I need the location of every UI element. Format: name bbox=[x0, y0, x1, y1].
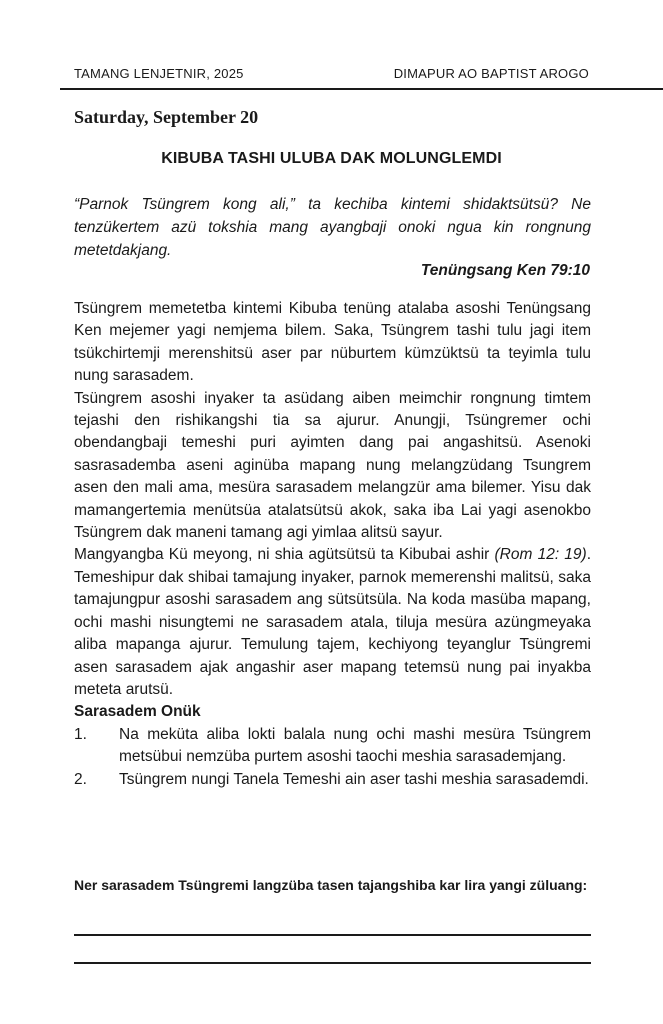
reflection-prompt: Ner sarasadem Tsüngremi langzüba tasen tajangshiba kar lira yangi züluang: bbox=[74, 877, 588, 893]
paragraph-text: . Temeshipur dak shibai tamajung inyaker, parnok memerenshi malitsü, saka tamajungpur asoshi sarasadem ang sütsütsüla. Na koda masüba mapang, ochi mashi nisungtemi ne sarasadem atala, tiluja mesüra azüngmeyaka aliba mapanga ajurur. Temulung tajem, kechiyong teyanglur Tsüngremi asen sarasadem ajak angashir aser mapang tetemsü nung pai inyakba meteta arutsü. bbox=[74, 546, 592, 698]
key-verse: “Parnok Tsüngrem kong ali,” ta kechiba kintemi shidaktsütsü? Ne tenzükertem azü tokshia mang ayangbɑji onoki ngua kin rongnung metetdakjang. bbox=[74, 196, 591, 259]
paragraph-text: Mangyangba Kü meyong, ni shia agütsütsü ta Kibubai ashir bbox=[74, 546, 495, 564]
running-header bbox=[74, 66, 589, 81]
list-number: 2. bbox=[74, 770, 87, 788]
writing-line[interactable] bbox=[74, 934, 591, 936]
entry-title: KIBUBA TASHI ULUBA DAK MOLUNGLEMDI bbox=[161, 150, 502, 167]
list-item bbox=[74, 769, 591, 791]
body-paragraph: Tsüngrem memetetba kintemi Kibuba tenüng atalaba asoshi Tenüngsang Ken mejemer yagi nemjema bilem. Saka, Tsüngrem tashi tulu jagi item tsükchirtemji merenshitsü aser par nüburtem kümzüktsü ta teyimla tulu nung sarasadem. bbox=[74, 300, 591, 385]
header-rule bbox=[60, 88, 663, 90]
list-number: 1. bbox=[74, 725, 87, 743]
onuk-heading: Sarasadem Onük bbox=[74, 703, 201, 721]
header-publication: TAMANG LENJETNIR, 2025 bbox=[74, 66, 244, 81]
entry-date: Saturday, September 20 bbox=[74, 107, 259, 127]
body-paragraph: Tsüngrem asoshi inyaker ta asüdang aiben meimchir rongnung timtem tejashi den rishikangshi tia sa ajurur. Anungji, Tsüngremer ochi obendangbaji temeshi puri ayimten dang pai angashitsü. Asenoki sasrasademba aseni aginüba mapang nung melangzüdang Tsungrem asen den mali ama, mesüra sarasadem melangzür ama bilemer. Yisu dak mamangertemia menütsüa atalatsütsü akok, saka iba Lai yagi asenokbo Tsüngrem dak maneni tamang agi yimlaa alitsü sayur. bbox=[74, 389, 591, 542]
onuk-list bbox=[74, 724, 591, 791]
list-text: Tsüngrem nungi Tanela Temeshi ain aser tashi meshia sarasademdi. bbox=[119, 770, 589, 788]
list-text: Na meküta aliba lokti balala nung ochi mashi mesüra Tsüngrem metsübui nemzüba purtem asoshi taochi meshia sarasademjang. bbox=[119, 725, 591, 766]
scripture-reference: (Rom 12: 19) bbox=[494, 546, 587, 564]
writing-line[interactable] bbox=[74, 962, 591, 964]
body-paragraph bbox=[74, 544, 591, 701]
header-publisher: DIMAPUR AO BAPTIST AROGO bbox=[393, 66, 589, 81]
list-item bbox=[74, 724, 591, 769]
key-verse-reference: Tenüngsang Ken 79:10 bbox=[420, 262, 590, 279]
devotional-body bbox=[74, 298, 591, 791]
